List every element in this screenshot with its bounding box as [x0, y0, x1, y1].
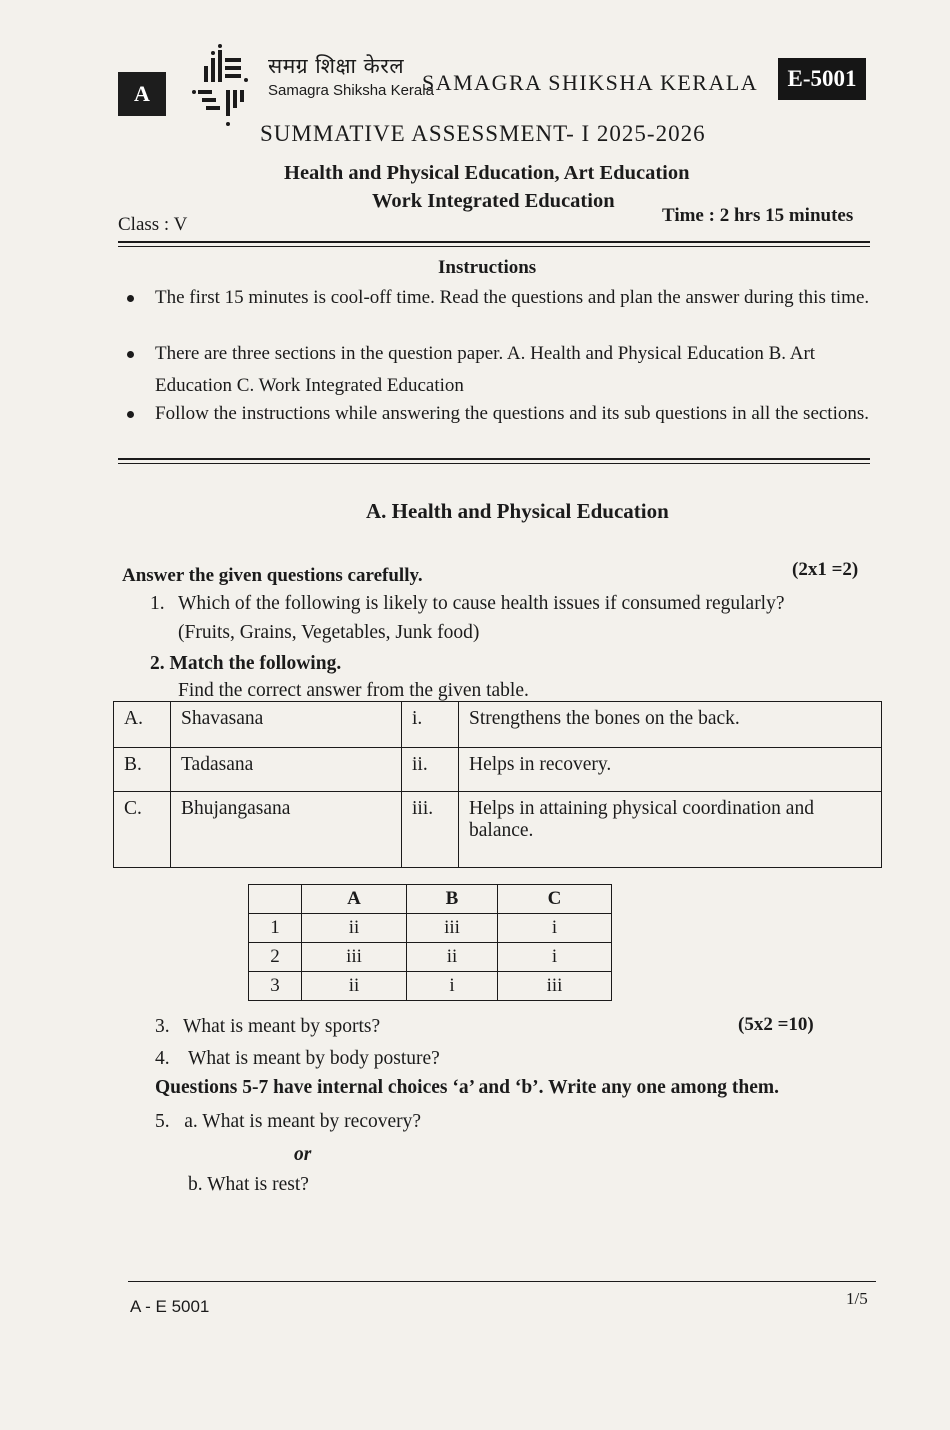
table-cell: B: [407, 885, 498, 914]
question-5a: 5. a. What is meant by recovery?: [155, 1111, 422, 1132]
table-header-row: [249, 885, 612, 914]
question-number: 3.: [155, 1016, 170, 1037]
table-row: [249, 914, 612, 943]
choice-note: Questions 5-7 have internal choices ‘a’ and ‘b’. Write any one among them.: [155, 1077, 779, 1098]
page-number: 1/5: [846, 1289, 868, 1308]
instruction-item: The first 15 minutes is cool-off time. Read the questions and plan the answer during this time.: [155, 282, 870, 314]
table-cell: i: [498, 914, 612, 943]
table-row: [114, 748, 882, 792]
marks-label: (2x1 =2): [792, 559, 859, 580]
or-label: or: [294, 1144, 312, 1165]
subject-line-2: Work Integrated Education: [372, 190, 615, 212]
question-text: What is meant by sports?: [183, 1016, 381, 1037]
table-cell: ii: [302, 914, 407, 943]
table-row: [114, 792, 882, 868]
table-cell: ii: [407, 943, 498, 972]
instructions-heading: Instructions: [438, 257, 537, 278]
time-label: Time : 2 hrs 15 minutes: [662, 205, 854, 226]
table-row: [249, 972, 612, 1001]
instruction-item: There are three sections in the question paper. A. Health and Physical Education B. Art Education C. Work Integrated Education: [155, 338, 870, 402]
question-title: 2. Match the following.: [150, 653, 342, 674]
question-subtext: Find the correct answer from the given table.: [178, 680, 529, 701]
section-instruction: Answer the given questions carefully.: [122, 565, 423, 586]
footer-divider: [128, 1281, 876, 1282]
section-heading: A. Health and Physical Education: [366, 499, 669, 523]
table-cell: iii: [302, 943, 407, 972]
table-cell: ii: [302, 972, 407, 1001]
table-cell: iii.: [402, 792, 459, 868]
table-cell: i: [498, 943, 612, 972]
bullet-icon: [127, 295, 134, 302]
table-cell: Helps in attaining physical coordination and balance.: [459, 792, 882, 868]
question-text: What is meant by body posture?: [188, 1048, 440, 1069]
paper-code-badge: E-5001: [778, 58, 866, 100]
bullet-icon: [127, 351, 134, 358]
table-cell: C: [498, 885, 612, 914]
table-cell: 2: [249, 943, 302, 972]
set-badge: A: [118, 72, 166, 116]
table-cell: iii: [407, 914, 498, 943]
question-text: Which of the following is likely to cause health issues if consumed regularly?: [178, 593, 785, 614]
table-cell: [249, 885, 302, 914]
table-cell: Tadasana: [171, 748, 402, 792]
question-5b: b. What is rest?: [188, 1174, 309, 1195]
marks-label: (5x2 =10): [738, 1014, 814, 1035]
table-cell: 3: [249, 972, 302, 1001]
question-number: 1.: [150, 593, 165, 614]
table-cell: ii.: [402, 748, 459, 792]
table-cell: 1: [249, 914, 302, 943]
logo-hindi-text: समग्र शिक्षा केरल: [268, 54, 405, 78]
bullet-icon: [127, 411, 134, 418]
exam-title: SUMMATIVE ASSESSMENT- I 2025-2026: [260, 121, 706, 146]
header-divider: [118, 241, 870, 247]
instructions-divider: [118, 458, 870, 464]
answer-options-table: [248, 884, 612, 1001]
table-cell: A: [302, 885, 407, 914]
question-number: 4.: [155, 1048, 170, 1069]
table-cell: Helps in recovery.: [459, 748, 882, 792]
match-table: [113, 701, 882, 868]
table-cell: i.: [402, 702, 459, 748]
table-cell: i: [407, 972, 498, 1001]
subject-line-1: Health and Physical Education, Art Education: [284, 162, 690, 184]
table-row: [114, 702, 882, 748]
table-cell: A.: [114, 702, 171, 748]
table-cell: Shavasana: [171, 702, 402, 748]
logo-english-text: Samagra Shiksha Kerala: [268, 82, 434, 99]
organization-name: SAMAGRA SHIKSHA KERALA: [422, 70, 759, 95]
table-cell: Bhujangasana: [171, 792, 402, 868]
samagra-shiksha-logo-icon: [192, 44, 270, 130]
table-cell: Strengthens the bones on the back.: [459, 702, 882, 748]
table-cell: C.: [114, 792, 171, 868]
table-cell: iii: [498, 972, 612, 1001]
instruction-item: Follow the instructions while answering the questions and its sub questions in all the sections.: [155, 398, 870, 430]
table-cell: B.: [114, 748, 171, 792]
table-row: [249, 943, 612, 972]
class-label: Class : V: [118, 214, 188, 235]
footer-code: A - E 5001: [130, 1297, 210, 1316]
question-options: (Fruits, Grains, Vegetables, Junk food): [178, 622, 480, 643]
